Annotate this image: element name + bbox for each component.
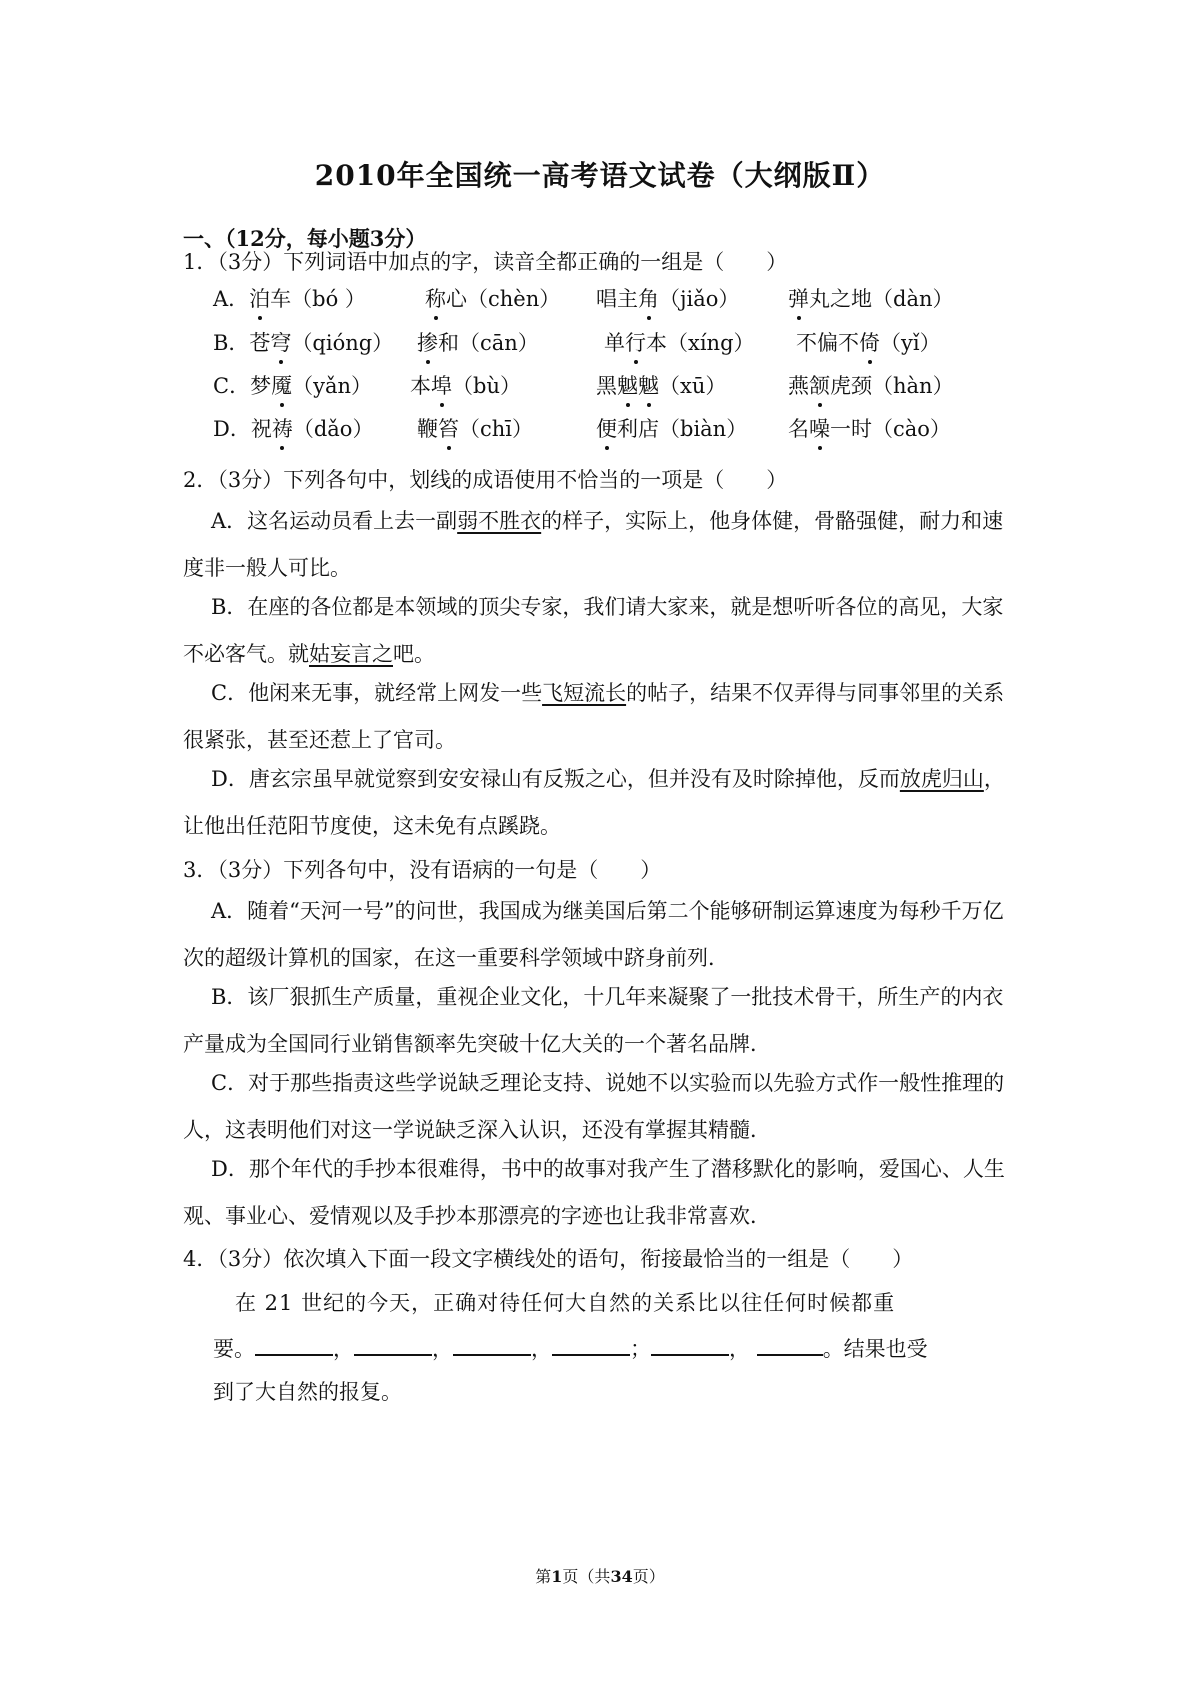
q1-d-1: D．祝祷（dǎo） (213, 413, 373, 443)
q2-c-idiom: 飞短流长 (542, 681, 627, 705)
q1-option-a (213, 283, 1043, 313)
q3-option-c (183, 1060, 1023, 1154)
section-heading: 一、（12分，每小题3分） (183, 226, 427, 251)
blank-2 (354, 1332, 432, 1356)
q1-option-d (213, 413, 1043, 443)
blank-3 (453, 1332, 531, 1356)
q3-b-text: B．该厂狠抓生产质量，重视企业文化，十几年来凝聚了一批技术骨干，所生产的内衣产量成为全国同行业销售额率先突破十亿大关的一个著名品牌． (183, 985, 1004, 1056)
page-footer (0, 1564, 1200, 1587)
sep-3: ， (531, 1337, 552, 1361)
q2-c-text-2: 的帖子，结果不仅弄得与同事邻里的关系很紧张，甚至还惹上了官司。 (183, 681, 1005, 752)
q2-d-text-2: ，让他出任范阳节度使，这未免有点蹊跷。 (183, 767, 1005, 838)
q2-b-text-2: 吧。 (393, 642, 435, 666)
q3-option-b (183, 974, 1023, 1068)
footer-text-2: 页（共 (562, 1567, 611, 1586)
blank-1 (255, 1332, 333, 1356)
q1-b-1: B．苍穹（qióng） (213, 327, 393, 357)
q4-line2-text-2: 。结果也受 (822, 1337, 928, 1361)
q3-option-a (183, 888, 1023, 982)
blank-4 (552, 1332, 630, 1356)
q1-option-b (213, 327, 1043, 357)
blank-5 (651, 1332, 729, 1356)
sep-4: ； (630, 1337, 651, 1361)
q2-d-idiom: 放虎归山 (899, 767, 984, 791)
q1-option-c (213, 370, 1043, 400)
q3-a-text: A．随着“天河一号”的问世，我国成为继美国后第二个能够研制运算速度为每秒千万亿次的超级计算机的国家，在这一重要科学领域中跻身前列． (183, 899, 1004, 970)
footer-total-pages: 34 (610, 1567, 633, 1586)
question-3-stem: 3．（3分）下列各句中，没有语病的一句是（ ） (183, 858, 662, 882)
q2-b-idiom: 姑妄言之 (309, 642, 393, 666)
q4-passage-line-2 (213, 1332, 928, 1363)
q3-d-text: D．那个年代的手抄本很难得，书中的故事对我产生了潜移默化的影响，爱国心、人生观、事业心、爱情观以及手抄本那漂亮的字迹也让我非常喜欢． (183, 1157, 1005, 1228)
q3-c-text: C．对于那些指责这些学说缺乏理论支持、说她不以实验而以先验方式作一般性推理的人，这表明他们对这一学说缺乏深入认识，还没有掌握其精髓． (183, 1071, 1005, 1142)
q1-d-2: 鞭笞（chī） (417, 413, 533, 443)
q4-passage-line-1: 在 21 世纪的今天，正确对待任何大自然的关系比以往任何时候都重 (235, 1291, 896, 1315)
blank-6 (757, 1332, 823, 1356)
q1-c-1: C．梦魇（yǎn） (213, 370, 372, 400)
page-title: 2010年全国统一高考语文试卷（大纲版Ⅱ） (314, 159, 886, 192)
q2-b-text-1: B．在座的各位都是本领域的顶尖专家，我们请大家来，就是想听听各位的高见，大家不必客气。就 (183, 595, 1004, 666)
q1-b-3: 单行本（xíng） (604, 327, 755, 357)
q1-d-4: 名噪一时（cào） (788, 413, 951, 443)
q2-a-text-2: 的样子，实际上，他身体健，骨骼强健，耐力和速度非一般人可比。 (183, 509, 1004, 580)
q2-option-b (183, 584, 1023, 678)
q1-c-2: 本埠（bù） (410, 370, 521, 400)
footer-text-3: 页） (632, 1567, 665, 1586)
question-1-stem: 1．（3分）下列词语中加点的字，读音全都正确的一组是（ ） (183, 250, 788, 274)
q4-line2-text-1: 要。 (213, 1337, 255, 1361)
question-2-stem: 2．（3分）下列各句中，划线的成语使用不恰当的一项是（ ） (183, 468, 788, 492)
footer-page-number: 1 (551, 1567, 563, 1586)
question-4-stem: 4．（3分）依次填入下面一段文字横线处的语句，衔接最恰当的一组是（ ） (183, 1247, 914, 1271)
q1-c-3: 黑魆魆（xū） (596, 370, 726, 400)
q2-option-a (183, 498, 1023, 592)
q1-a-4: 弹丸之地（dàn） (788, 283, 954, 313)
q1-b-2: 掺和（cān） (417, 327, 539, 357)
q2-a-text-1: A．这名运动员看上去一副 (211, 509, 458, 533)
q1-a-1: A．泊车（bó ） (213, 283, 366, 313)
q1-c-4: 燕颔虎颈（hàn） (788, 370, 954, 400)
q2-c-text-1: C．他闲来无事，就经常上网发一些 (211, 681, 543, 705)
q3-option-d (183, 1146, 1023, 1240)
q4-passage-line-3: 到了大自然的报复。 (213, 1380, 402, 1404)
q2-option-c (183, 670, 1023, 764)
q1-a-2: 称心（chèn） (425, 283, 560, 313)
q2-a-idiom: 弱不胜衣 (457, 509, 542, 533)
q2-d-text-1: D．唐玄宗虽早就觉察到安安禄山有反叛之心，但并没有及时除掉他，反而 (211, 767, 900, 791)
q1-b-4: 不偏不倚（yǐ） (796, 327, 941, 357)
sep-5: ， (729, 1337, 750, 1361)
sep-2: ， (432, 1337, 453, 1361)
sep-1: ， (333, 1337, 354, 1361)
q1-d-3: 便利店（biàn） (596, 413, 747, 443)
q1-a-3: 唱主角（jiǎo） (596, 283, 739, 313)
footer-text-1: 第 (535, 1567, 552, 1586)
q2-option-d (183, 756, 1023, 850)
